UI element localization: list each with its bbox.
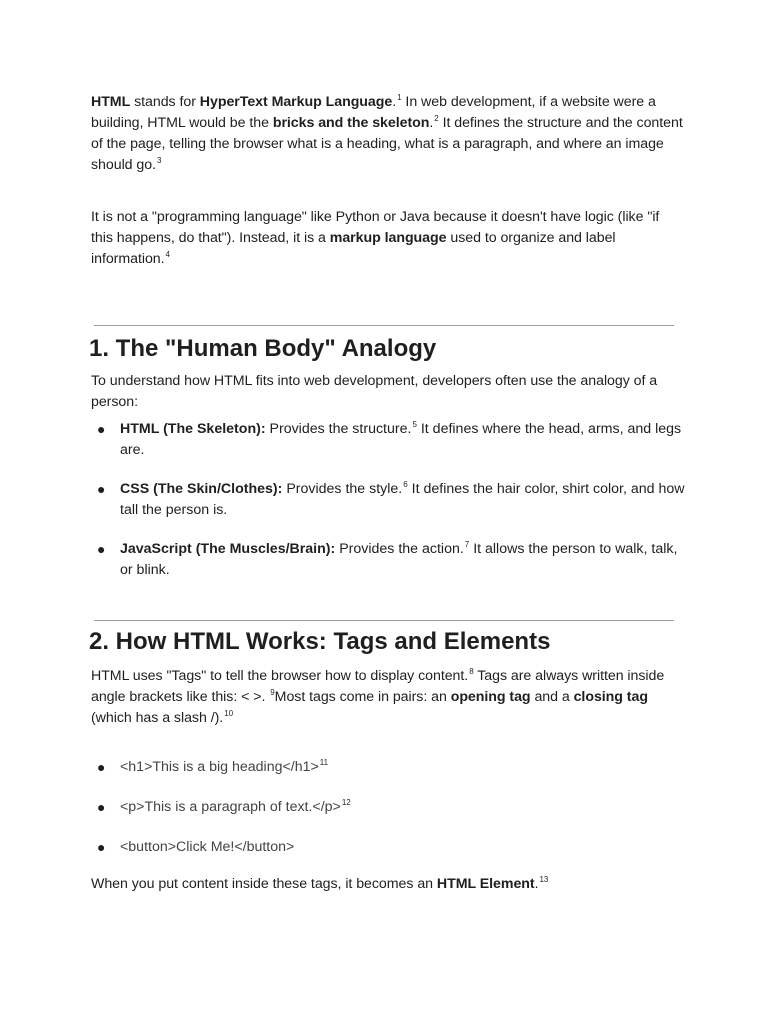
section-divider <box>94 620 674 621</box>
footnote-ref[interactable]: 9 <box>270 688 275 698</box>
section-2-closing: When you put content inside these tags, it becomes an HTML Element.$^{13}$ <box>91 875 549 892</box>
section-1-heading: 1. The "Human Body" Analogy <box>89 335 437 362</box>
bullet-icon: ● <box>97 481 106 497</box>
section-1-intro: To understand how HTML fits into web development, developers often use the analogy of a person: <box>91 373 658 410</box>
footnote-ref[interactable]: 13 <box>539 875 549 885</box>
footnote-ref[interactable]: 3 <box>156 156 162 166</box>
footnote-ref[interactable]: 6 <box>403 480 408 490</box>
code-example: <p>This is a paragraph of text.</p> <box>120 799 341 815</box>
footnote-ref[interactable]: 1 <box>397 93 402 103</box>
code-example: <button>Click Me!</button> <box>120 839 295 855</box>
bullet-icon: ● <box>97 839 106 855</box>
code-example: <h1>This is a big heading</h1> <box>120 759 319 775</box>
section-2-intro: HTML uses "Tags" to tell the browser how to display content.$^8$ Tags are always written inside angle brackets like this: < >. $^9$Most tags come in pairs: an opening tag and a closing tag (which has a slash /).$^{10}$ <box>91 667 665 726</box>
document-page: HTML stands for HyperText Markup Language.$^1$ In web development, if a website were a building, HTML would be the bricks and the skeleton.$^2$ It defines the structure and the content of the page, telling the browser what is a heading, what is a paragraph, and where an image should go.$^3$ It is not a "programming language" like Python or Java because it doesn't have logic (like "if this happens, do that"). Instead, it is a markup language used to organize and label information.$^4$ 1. The "Human Body" Analogy To understand how HTML fits into web development, developers often use the analogy of a person: ● HTML (The Skeleton): Provides the structure.$^5$ It defines where the head, arms, and legs are. ● CSS (The Skin/Clothes): Provides the style.$^6$ It defines the hair color, shirt color, and how tall the person is. ● JavaScript (The Muscles/Brain): Provides the action.$^7$ It allows the person to walk, talk, or blink. 2. How HTML Works: Tags and Elements HTML uses "Tags" to tell the browser how to display content.$^8$ Tags are always written inside angle brackets like this: < >. $^9$Most tags come in pairs: an opening tag and a closing tag (which has a slash /).$^{10}$ ● <h1>This is a big heading</h1>$^{11}$ ● <p>This is a paragraph of text.</p>$^{12}$ ● <button>Click Me!</button> When you put content inside these tags, it becomes an HTML Element.$^{13}$ <box>0 0 768 1024</box>
intro-paragraph-1: HTML stands for HyperText Markup Language.$^1$ In web development, if a website were a building, HTML would be the bricks and the skeleton.$^2$ It defines the structure and the content of the page, telling the browser what is a heading, what is a paragraph, and where an image should go.$^3$ <box>91 93 683 173</box>
footnote-ref[interactable]: 10 <box>224 709 233 719</box>
bullet-icon: ● <box>97 759 106 775</box>
footnote-ref[interactable]: 7 <box>464 540 470 550</box>
bullet-icon: ● <box>97 541 106 557</box>
section-2-heading: 2. How HTML Works: Tags and Elements <box>89 628 551 655</box>
footnote-ref[interactable]: 12 <box>341 798 351 808</box>
bullet-icon: ● <box>97 799 106 815</box>
footnote-ref[interactable]: 8 <box>469 667 474 677</box>
footnote-ref[interactable]: 2 <box>434 114 439 124</box>
intro-paragraph-2: It is not a "programming language" like Python or Java because it doesn't have logic (like "if this happens, do that"). Instead, it is a markup language used to organize and label information.$^4$ <box>91 209 660 267</box>
footnote-ref[interactable]: 5 <box>412 420 417 430</box>
footnote-ref[interactable]: 11 <box>319 758 329 768</box>
section-divider <box>94 325 674 326</box>
footnote-ref[interactable]: 4 <box>165 250 170 260</box>
bullet-icon: ● <box>97 421 106 437</box>
